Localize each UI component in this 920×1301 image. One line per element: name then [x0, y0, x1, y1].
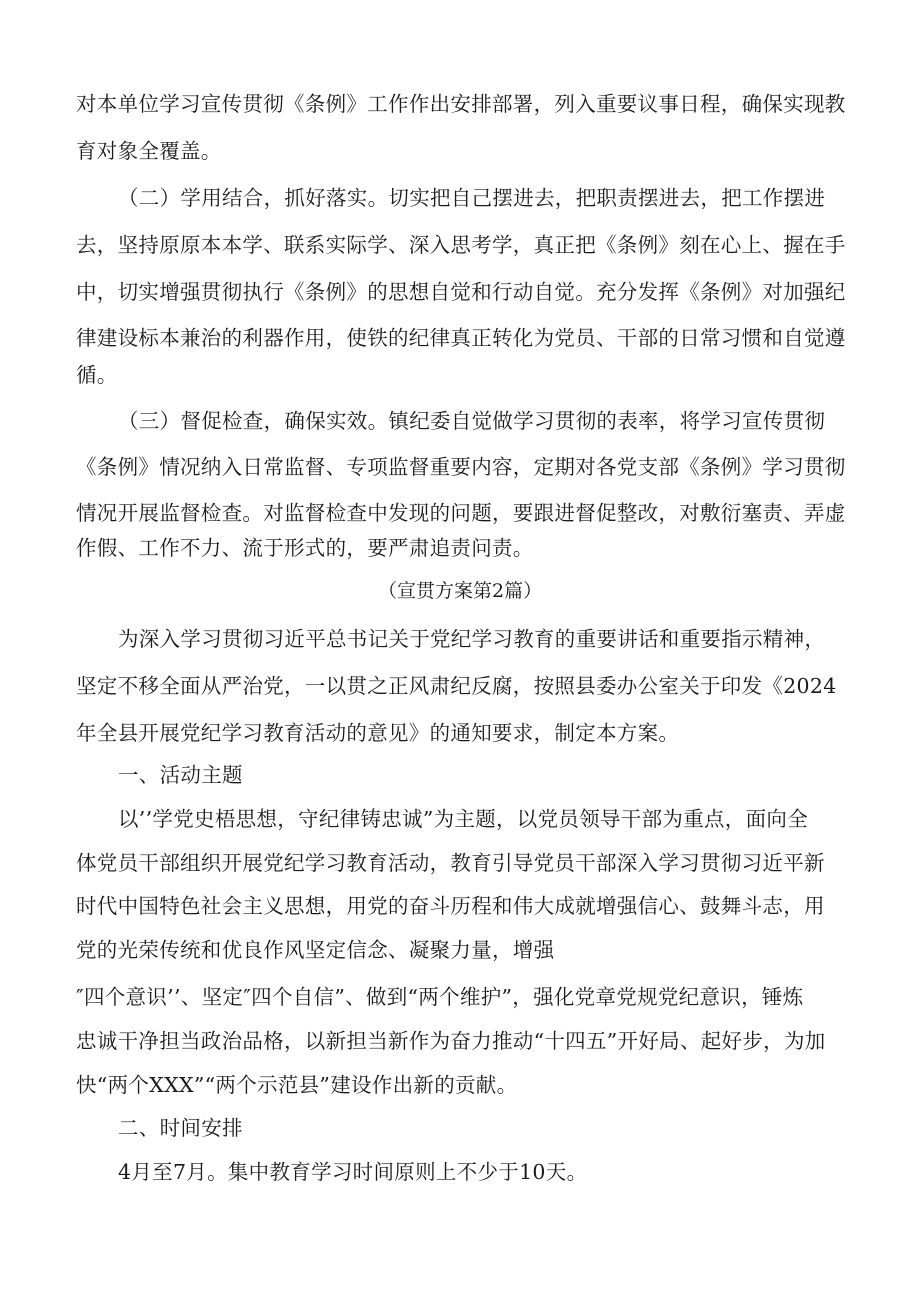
text-line: 4月至7月。集中教育学习时间原则上不少于10天。 [118, 1160, 588, 1184]
text-line: 作假、工作不力、流于形式的，要严肃追责问责。 [76, 536, 534, 560]
text-line: 对本单位学习宣传贯彻《条例》工作作出安排部署，列入重要议事日程，确保实现教 [76, 92, 846, 116]
text-line: （二）学用结合，抓好落实。切实把自己摆进去，把职责摆进去，把工作摆进 [118, 186, 826, 210]
text-line: 忠诚干净担当政治品格，以新担当新作为奋力推动“十四五”开好局、起好步，为加 [76, 1029, 826, 1053]
subsection-title: 二、时间安排 [118, 1116, 243, 1140]
text-line: 党的光荣传统和优良作风坚定信念、凝聚力量，增强 [76, 938, 555, 962]
subsection-title: 一、活动主题 [118, 763, 243, 787]
text-line: 时代中国特色社会主义思想，用党的奋斗历程和伟大成就增强信心、鼓舞斗志，用 [76, 894, 825, 918]
text-line: 坚定不移全面从严治党，一以贯之正风肃纪反腐，按照县委办公室关于印发《2024 [76, 674, 837, 698]
text-line: 年全县开展党纪学习教育活动的意见》的通知要求，制定本方案。 [76, 721, 680, 745]
text-line: 为深入学习贯彻习近平总书记关于党纪学习教育的重要讲话和重要指示精神， [118, 627, 826, 651]
text-line: 去，坚持原原本本学、联系实际学、深入思考学，真正把《条例》刻在心上、握在手 [76, 233, 846, 257]
text-line: 情况开展监督检查。对监督检查中发现的问题，要跟进督促整改，对敷衍塞责、弄虚 [76, 501, 846, 525]
text-line: 《条例》情况纳入日常监督、专项监督重要内容，定期对各党支部《条例》学习贯彻 [76, 455, 846, 479]
text-line: 快“两个XXX”“两个示范县”建设作出新的贡献。 [76, 1073, 518, 1097]
text-line: 律建设标本兼治的利器作用，使铁的纪律真正转化为党员、干部的日常习惯和自觉遵 [76, 326, 846, 350]
text-line: 循。 [76, 363, 118, 387]
text-line: ″四个意识’’、坚定″四个自信”、做到“两个维护”，强化党章党规党纪意识，锤炼 [76, 985, 804, 1009]
text-line: 体党员干部组织开展党纪学习教育活动，教育引导党员干部深入学习贯彻习近平新 [76, 851, 825, 875]
text-line: 育对象全覆盖。 [76, 139, 222, 163]
text-line: 中，切实增强贯彻执行《条例》的思想自觉和行动自觉。充分发挥《条例》对加强纪 [76, 280, 846, 304]
section-heading: （宣贯方案第2篇） [378, 580, 543, 602]
text-line: 以’’学党史梧思想，守纪律铸忠诚”为主题，以党员领导干部为重点，面向全 [118, 807, 809, 831]
text-line: （三）督促检查，确保实效。镇纪委自觉做学习贯彻的表率，将学习宣传贯彻 [118, 409, 826, 433]
